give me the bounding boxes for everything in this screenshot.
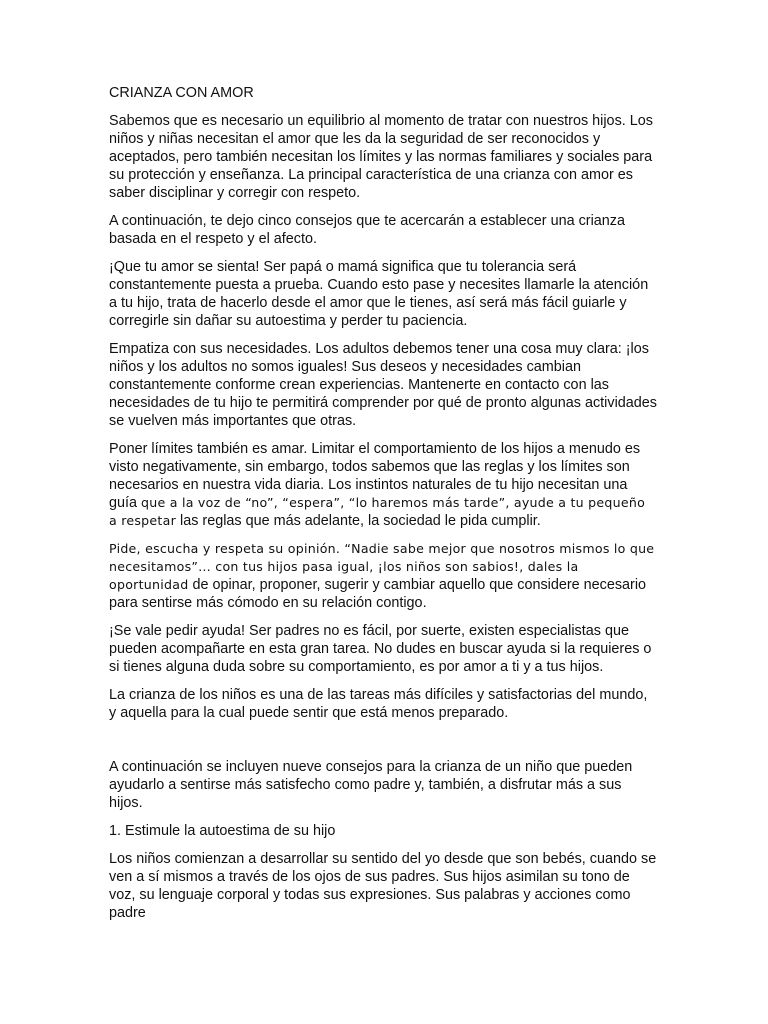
paragraph-limits-part-a: Poner límites también es amar. Limitar el comportamiento de los hijos a menudo es visto negativamente, sin embargo, todos sabemos que las reglas y los límites son necesarios en nuestra vida diaria. Los instintos naturales de tu hijo necesitan una guía <box>109 441 641 511</box>
paragraph-ask-help: ¡Se vale pedir ayuda! Ser padres no es fácil, por suerte, existen especialistas que pueden acompañarte en esta gran tarea. No dudes en buscar ayuda si la requieres o si tienes alguna duda sobre su comportamiento, es por amor a ti y a tus hijos. <box>109 623 652 675</box>
paragraph-love-felt: ¡Que tu amor se sienta! Ser papá o mamá significa que tu tolerancia será constantemente puesta a prueba. Cuando esto pase y necesites llamarle la atención a tu hijo, trata de hacerlo desde el amor que le tienes, así será más fácil guiarle y corregirle sin dañar su autoestima y perder tu paciencia. <box>109 259 649 329</box>
paragraph-opinion-part-b: de opinar, proponer, sugerir y cambiar aquello que considere necesario para sentirse más cómodo en su relación contigo. <box>109 577 647 611</box>
paragraph-nine-tips-intro: A continuación se incluyen nueve consejos para la crianza de un niño que pueden ayudarlo a sentirse más satisfecho como padre y, también, a disfrutar más a sus hijos. <box>109 759 633 811</box>
paragraph-opinion <box>109 540 657 612</box>
paragraph-intro: Sabemos que es necesario un equilibrio al momento de tratar con nuestros hijos. Los niños y niñas necesitan el amor que les da la seguridad de ser reconocidos y aceptados, pero también necesitan los límites y las normas familiares y sociales para su protección y enseñanza. La principal característica de una crianza con amor es saber disciplinar y corregir con respeto. <box>109 113 653 201</box>
paragraph-limits <box>109 440 657 530</box>
document-title: CRIANZA CON AMOR <box>109 85 254 101</box>
paragraph-five-tips-intro: A continuación, te dejo cinco consejos que te acercarán a establecer una crianza basada en el respeto y el afecto. <box>109 213 625 247</box>
paragraph-parenting-hard: La crianza de los niños es una de las tareas más difíciles y satisfactorias del mundo, y aquella para la cual puede sentir que está menos preparado. <box>109 687 648 721</box>
tip-1-heading: 1. Estimule la autoestima de su hijo <box>109 823 336 839</box>
paragraph-limits-part-b: que a la voz de “no”, “espera”, “lo haremos más tarde”, ayude a tu pequeño a respetar <box>109 495 646 528</box>
paragraph-limits-part-c: las reglas que más adelante, la sociedad le pida cumplir. <box>180 513 541 529</box>
paragraph-opinion-part-a: Pide, escucha y respeta su opinión. “Nadie sabe mejor que nosotros mismos lo que necesitamos”… con tus hijos pasa igual, ¡los niños son sabios!, dales la oportunidad <box>109 541 655 592</box>
tip-1-text: Los niños comienzan a desarrollar su sentido del yo desde que son bebés, cuando se ven a sí mismos a través de los ojos de sus padres. Sus hijos asimilan su tono de voz, su lenguaje corporal y todas sus expresiones. Sus palabras y acciones como padre <box>109 851 657 921</box>
document-page <box>109 84 657 932</box>
paragraph-empathize: Empatiza con sus necesidades. Los adultos debemos tener una cosa muy clara: ¡los niños y los adultos no somos iguales! Sus deseos y necesidades cambian constantemente conforme crean experiencias. Mantenerte en contacto con las necesidades de tu hijo te permitirá comprender por qué de pronto algunas actividades se vuelven más importantes que otras. <box>109 341 657 429</box>
